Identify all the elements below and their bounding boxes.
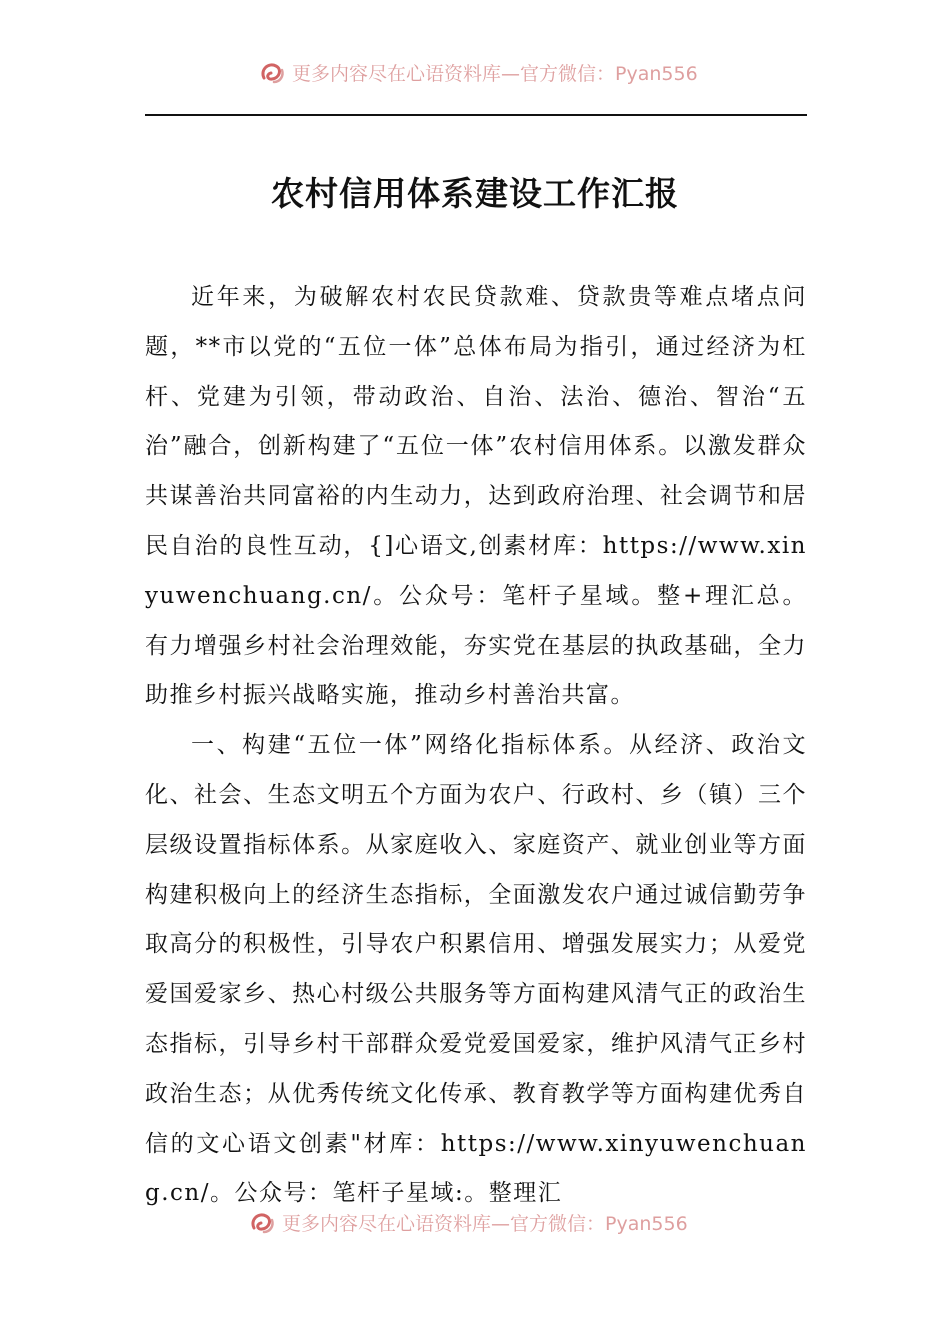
header-divider: [145, 114, 807, 116]
paragraph-intro: 近年来，为破解农村农民贷款难、贷款贵等难点堵点问题，**市以党的“五位一体”总体布局为指引，通过经济为杠杆、党建为引领，带动政治、自治、法治、德治、智治“五治”融合，创新构建了“五位一体”农村信用体系。以激发群众共谋善治共同富裕的内生动力，达到政府治理、社会调节和居民自治的良性互动，{]心语文,创素材库：https://www.xinyuwenchuang.cn/。公众号：笔杆子星域。整+理汇总。有力增强乡村社会治理效能，夯实党在基层的执政基础，全力助推乡村振兴战略实施，推动乡村善治共富。: [145, 284, 807, 709]
footer-watermark-text: 更多内容尽在心语资料库—官方微信：Pyan556: [282, 1212, 688, 1235]
header-watermark-text: 更多内容尽在心语资料库—官方微信：Pyan556: [292, 62, 698, 85]
paragraph-section-1: 一、构建“五位一体”网络化指标体系。从经济、政治文化、社会、生态文明五个方面为农户、行政村、乡（镇）三个层级设置指标体系。从家庭收入、家庭资产、就业创业等方面构建积极向上的经济生态指标，全面激发农户通过诚信勤劳争取高分的积极性，引导农户积累信用、增强发展实力；从爱党爱国爱家乡、热心村级公共服务等方面构建风清气正的政治生态指标，引导乡村干部群众爱党爱国爱家，维护风清气正乡村政治生态；从优秀传统文化传承、教育教学等方面构建优秀自信的文心语文创素"材库：https://www.xinyuwenchuang.cn/。公众号：笔杆子星域:。整理汇: [145, 732, 807, 1207]
footer-watermark: [248, 1207, 688, 1237]
document-body: [145, 273, 807, 1219]
header-watermark: [258, 57, 698, 87]
document-title: 农村信用体系建设工作汇报: [271, 174, 679, 213]
swirl-logo-icon: [248, 1208, 276, 1236]
swirl-logo-icon: [258, 58, 286, 86]
